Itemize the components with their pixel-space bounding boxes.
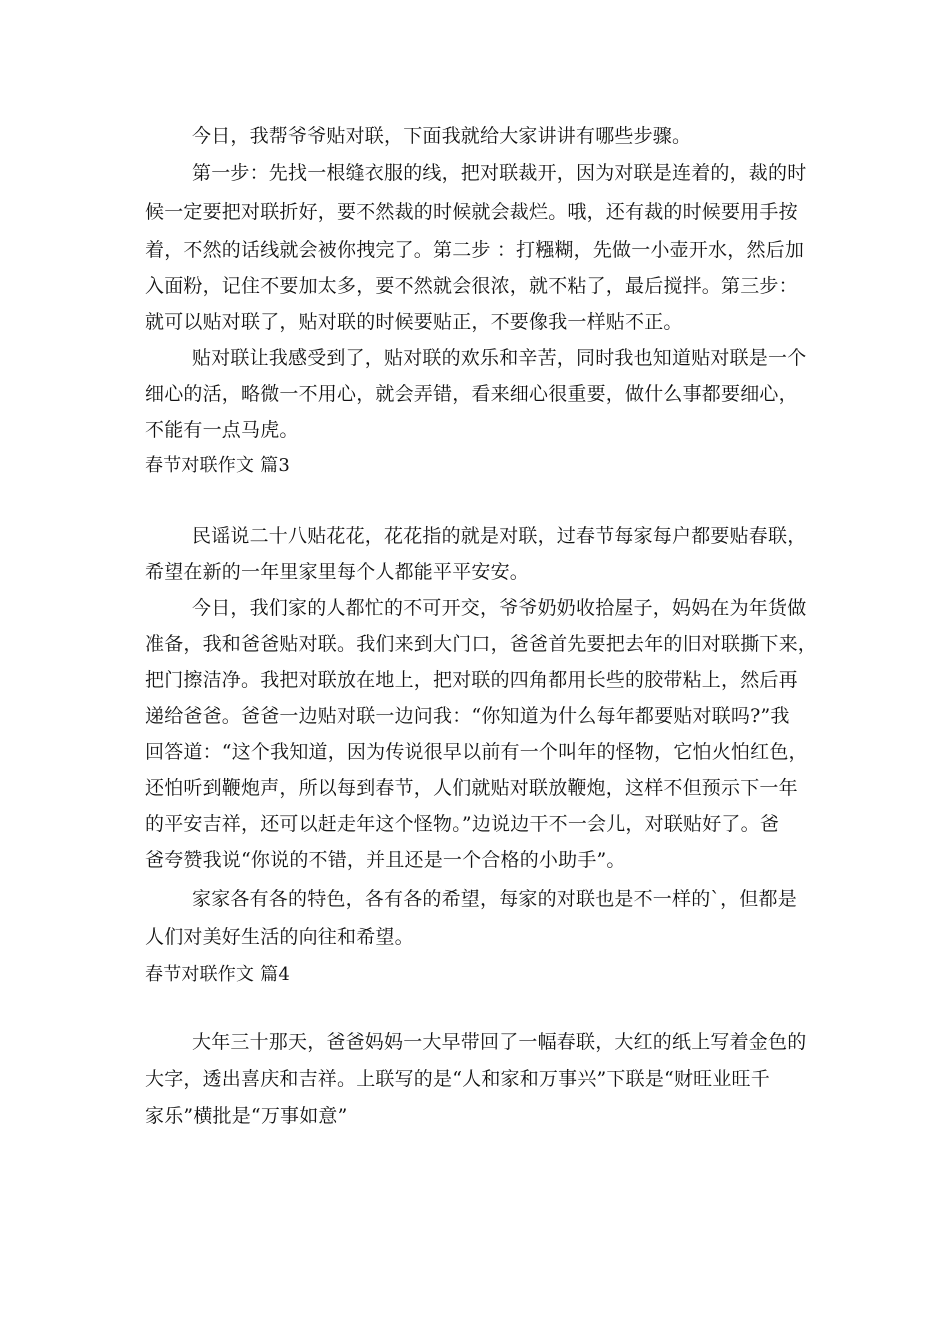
paragraph-line: 细心的活，略微一不用心，就会弄错，看来细心很重要，做什么事都要细心， <box>145 383 798 405</box>
section-heading: 春节对联作文 篇3 <box>145 455 290 476</box>
paragraph-line: 大字，透出喜庆和吉祥。上联写的是“人和家和万事兴”下联是“财旺业旺千 <box>145 1068 770 1090</box>
paragraph-line: 把门擦洁净。我把对联放在地上，把对联的四角都用长些的胶带粘上，然后再 <box>145 669 798 691</box>
paragraph-line: 今日，我帮爷爷贴对联，下面我就给大家讲讲有哪些步骤。 <box>192 125 692 147</box>
paragraph-line: 爸夸赞我说“你说的不错，并且还是一个合格的小助手”。 <box>145 849 626 871</box>
paragraph-line: 还怕听到鞭炮声，所以每到春节，人们就贴对联放鞭炮，这样不但预示下一年 <box>145 777 798 799</box>
paragraph-line: 准备，我和爸爸贴对联。我们来到大门口，爸爸首先要把去年的旧对联撕下来， <box>145 633 818 655</box>
paragraph-line: 递给爸爸。爸爸一边贴对联一边问我：“你知道为什么每年都要贴对联吗?”我 <box>145 705 790 727</box>
paragraph-line: 家乐”横批是“万事如意” <box>145 1105 348 1127</box>
paragraph-line: 回答道：“这个我知道，因为传说很早以前有一个叫年的怪物，它怕火怕红色， <box>145 741 808 763</box>
paragraph-line: 入面粉，记住不要加太多，要不然就会很浓，就不粘了，最后搅拌。第三步： <box>145 275 798 297</box>
paragraph-line: 今日，我们家的人都忙的不可开交，爷爷奶奶收拾屋子，妈妈在为年货做 <box>192 597 807 619</box>
paragraph-line: 第一步：先找一根缝衣服的线，把对联裁开，因为对联是连着的，裁的时 <box>192 162 807 184</box>
paragraph-line: 希望在新的一年里家里每个人都能平平安安。 <box>145 561 530 583</box>
paragraph-line: 民谣说二十八贴花花，花花指的就是对联，过春节每家每户都要贴春联， <box>192 525 807 547</box>
paragraph-line: 家家各有各的特色，各有各的希望，每家的对联也是不一样的`，但都是 <box>192 888 797 910</box>
paragraph-line: 大年三十那天，爸爸妈妈一大早带回了一幅春联，大红的纸上写着金色的 <box>192 1031 807 1053</box>
paragraph-line: 不能有一点马虎。 <box>145 419 299 441</box>
section-heading: 春节对联作文 篇4 <box>145 964 290 985</box>
paragraph-line: 就可以贴对联了，贴对联的时候要贴正，不要像我一样贴不正。 <box>145 311 683 333</box>
paragraph-line: 人们对美好生活的向往和希望。 <box>145 926 414 948</box>
paragraph-line: 候一定要把对联折好，要不然裁的时候就会裁烂。哦，还有裁的时候要用手按 <box>145 201 798 223</box>
paragraph-line: 着，不然的话线就会被你拽完了。第二步 ：打糨糊，先做一小壶开水，然后加 <box>145 239 805 261</box>
paragraph-line: 贴对联让我感受到了，贴对联的欢乐和辛苦，同时我也知道贴对联是一个 <box>192 347 807 369</box>
paragraph-line: 的平安吉祥，还可以赶走年这个怪物。”边说边干不一会儿，对联贴好了。爸 <box>145 813 780 835</box>
